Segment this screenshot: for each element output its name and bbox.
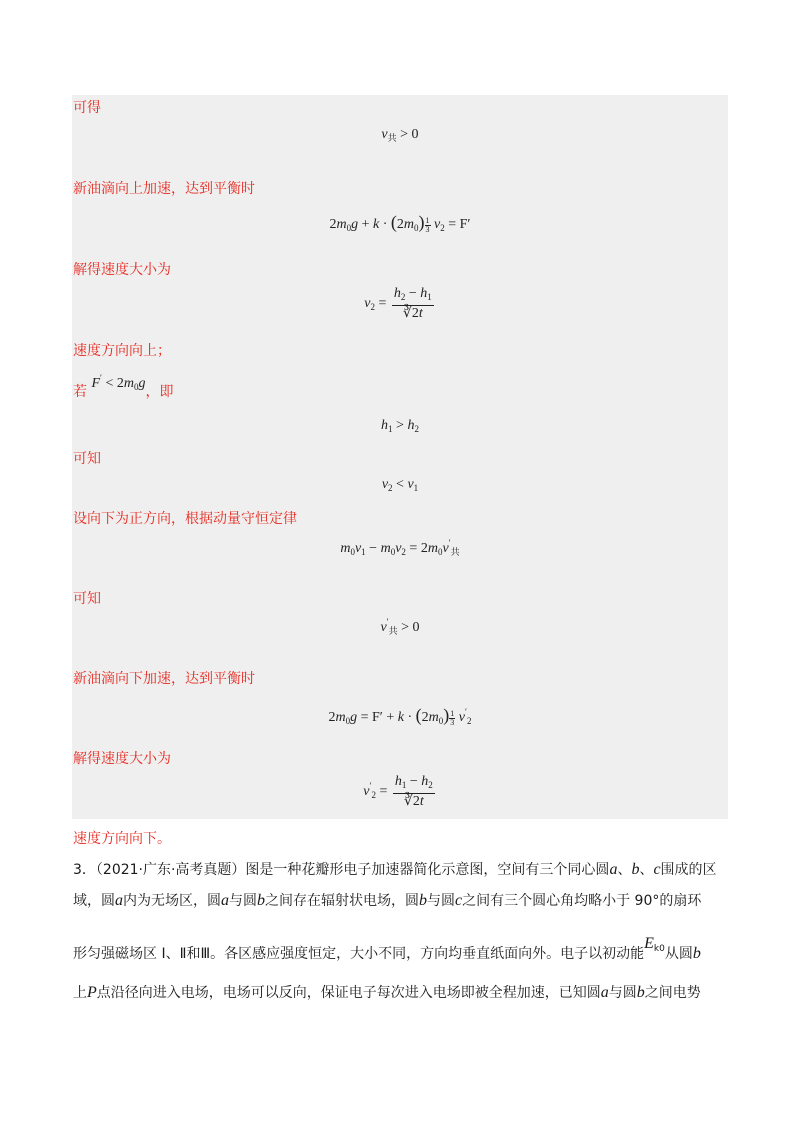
equation-v2prime-down: $v'_2$ = $\frac{h_1 - h_2}{∛2t}$ bbox=[363, 774, 433, 809]
solution-text-6: 可知 bbox=[73, 451, 101, 467]
question-3-line-2: 域，圆a内为无场区，圆a与圆b之间存在辐射状电场，圆b与圆c之间有三个圆心角均略小于 90°的扇环 bbox=[73, 892, 702, 909]
solution-text-11: 速度方向向下。 bbox=[73, 831, 171, 847]
solution-text-1: 可得 bbox=[73, 100, 101, 116]
question-3-line-1: 3．（2021·广东·高考真题）图是一种花瓣形电子加速器简化示意图，空间有三个同心圆a、b、c围成的区 bbox=[73, 861, 717, 878]
equation-vprime-common-gt-0: $v'_共 > 0$ bbox=[380, 617, 420, 636]
equation-momentum: $m_0v_1 - m_0v_2 = 2m_0v'_共$ bbox=[340, 538, 460, 557]
solution-text-3: 解得速度大小为 bbox=[73, 262, 171, 278]
solution-text-5: 若 $F' < 2m_0g$，即 bbox=[73, 373, 174, 400]
question-3-line-3: 形匀强磁场区 Ⅰ、Ⅱ和Ⅲ。各区感应强度恒定，大小不同，方向均垂直纸面向外。电子以初动能$E_{k0}$从圆b bbox=[73, 935, 701, 962]
solution-text-8: 可知 bbox=[73, 591, 101, 607]
solution-text-4: 速度方向向上； bbox=[73, 343, 171, 359]
solution-text-10: 解得速度大小为 bbox=[73, 751, 171, 767]
solution-text-2: 新油滴向上加速，达到平衡时 bbox=[73, 181, 255, 197]
question-3-line-4: 上P点沿径向进入电场，电场可以反向，保证电子每次进入电场即被全程加速，已知圆a与圆b之间电势 bbox=[73, 984, 701, 1001]
equation-h1-gt-h2: $h_1 > h_2$ bbox=[381, 418, 419, 434]
equation-balance-up: $2m_0g + k \cdot (2m_0)$ $\frac{1}{3}$ $v_2 = F'$ bbox=[329, 212, 471, 234]
equation-v2-up: $v_2$ = $\frac{h_2 - h_1}{∛2t}$ bbox=[364, 286, 432, 321]
solution-text-7: 设向下为正方向，根据动量守恒定律 bbox=[73, 511, 297, 527]
solution-text-9: 新油滴向下加速，达到平衡时 bbox=[73, 671, 255, 687]
equation-balance-down: $2m_0g = F' + k \cdot (2m_0)$ $\frac{1}{3}$ $v'_2$ bbox=[328, 705, 472, 727]
equation-v2-lt-v1: $v_2 < v_1$ bbox=[381, 477, 419, 493]
equation-v-common-gt-0: $v_共 > 0$ bbox=[381, 127, 419, 143]
